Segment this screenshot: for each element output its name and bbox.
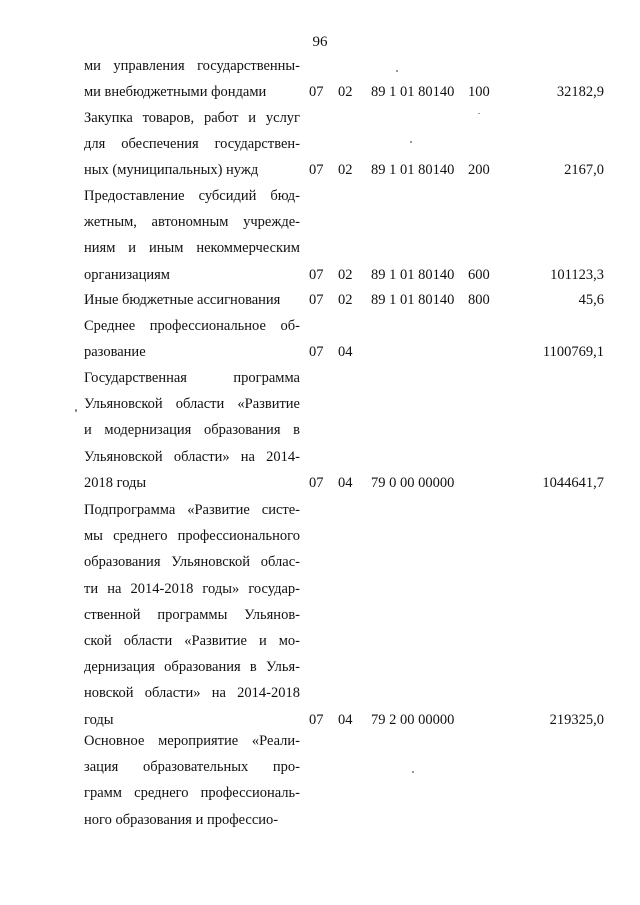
row-description-line: ственной программы Ульянов- [84, 606, 300, 623]
expense-type-code: 800 [468, 292, 490, 308]
scan-speck [410, 141, 412, 143]
row-description-line: грамм среднего профессиональ- [84, 785, 300, 802]
scan-speck [478, 113, 480, 114]
amount: 219325,0 [549, 711, 604, 728]
row-description-line: Ульяновской области «Развитие [84, 396, 300, 413]
row-description-line: годы [84, 711, 114, 728]
row-description-line: жетным, автономным учрежде- [84, 214, 300, 231]
target-article-code: 89 1 01 80140 [371, 292, 455, 308]
section-code: 07 [309, 266, 324, 283]
row-description-line: мы среднего профессионального [84, 528, 300, 545]
target-article-code: 79 2 00 00000 [371, 711, 455, 728]
row-description-line: для обеспечения государствен- [84, 136, 300, 153]
row-description-line: Основное мероприятие «Реали- [84, 733, 300, 749]
amount: 101123,3 [550, 266, 604, 283]
scan-speck [75, 409, 77, 412]
subsection-code: 02 [338, 292, 353, 308]
row-description-line: 2018 годы [84, 474, 147, 491]
row-description-line: Среднее профессиональное об- [84, 318, 300, 334]
subsection-code: 02 [338, 266, 353, 283]
section-code: 07 [309, 162, 324, 179]
row-description-line: ми внебюджетными фондами [84, 84, 267, 101]
row-description-line: зация образовательных про- [84, 759, 300, 776]
expense-type-code: 100 [468, 84, 490, 101]
row-description-line: ных (муниципальных) нужд [84, 162, 259, 179]
row-description-line: Закупка товаров, работ и услуг [84, 110, 300, 126]
subsection-code: 04 [338, 474, 353, 491]
target-article-code: 89 1 01 80140 [371, 266, 455, 283]
amount: 32182,9 [556, 84, 604, 101]
row-description-line: ного образования и профессио- [84, 811, 279, 828]
section-code: 07 [309, 474, 324, 491]
row-description-line: и модернизация образования в [84, 422, 300, 439]
row-description-line: Государственная программа [84, 370, 300, 386]
row-description-line: Ульяновской области» на 2014- [84, 448, 300, 465]
section-code: 07 [309, 84, 324, 101]
row-description-line: дернизация образования в Улья- [84, 659, 300, 676]
row-description-line: ми управления государственны- [84, 58, 300, 74]
section-code: 07 [309, 711, 324, 728]
amount: 1100769,1 [542, 344, 604, 361]
row-description-line: ниям и иным некоммерческим [84, 240, 300, 257]
subsection-code: 02 [338, 162, 353, 179]
amount: 2167,0 [564, 162, 604, 179]
row-description-line: образования Ульяновской облас- [84, 554, 300, 571]
scan-speck [396, 70, 398, 72]
expense-type-code: 600 [468, 266, 490, 283]
expense-type-code: 200 [468, 162, 490, 179]
scan-speck [412, 771, 414, 773]
section-code: 07 [309, 344, 324, 361]
target-article-code: 89 1 01 80140 [371, 84, 455, 101]
target-article-code: 79 0 00 00000 [371, 474, 455, 491]
row-description-line: ской области «Развитие и мо- [84, 633, 300, 649]
row-description-line: Предоставление субсидий бюд- [84, 188, 300, 204]
row-description-line: новской области» на 2014-2018 [84, 685, 300, 702]
row-description-line: Подпрограмма «Развитие систе- [84, 502, 300, 518]
row-description-line: Иные бюджетные ассигнования [84, 292, 281, 308]
subsection-code: 04 [338, 711, 353, 728]
section-code: 07 [309, 292, 324, 308]
row-description-line: разование [84, 344, 146, 361]
page-number: 96 [312, 34, 328, 50]
subsection-code: 02 [338, 84, 353, 101]
row-description-line: ти на 2014-2018 годы» государ- [84, 580, 300, 597]
amount: 1044641,7 [542, 474, 604, 491]
target-article-code: 89 1 01 80140 [371, 162, 455, 179]
amount: 45,6 [578, 292, 604, 308]
row-description-line: организациям [84, 266, 170, 283]
subsection-code: 04 [338, 344, 353, 361]
